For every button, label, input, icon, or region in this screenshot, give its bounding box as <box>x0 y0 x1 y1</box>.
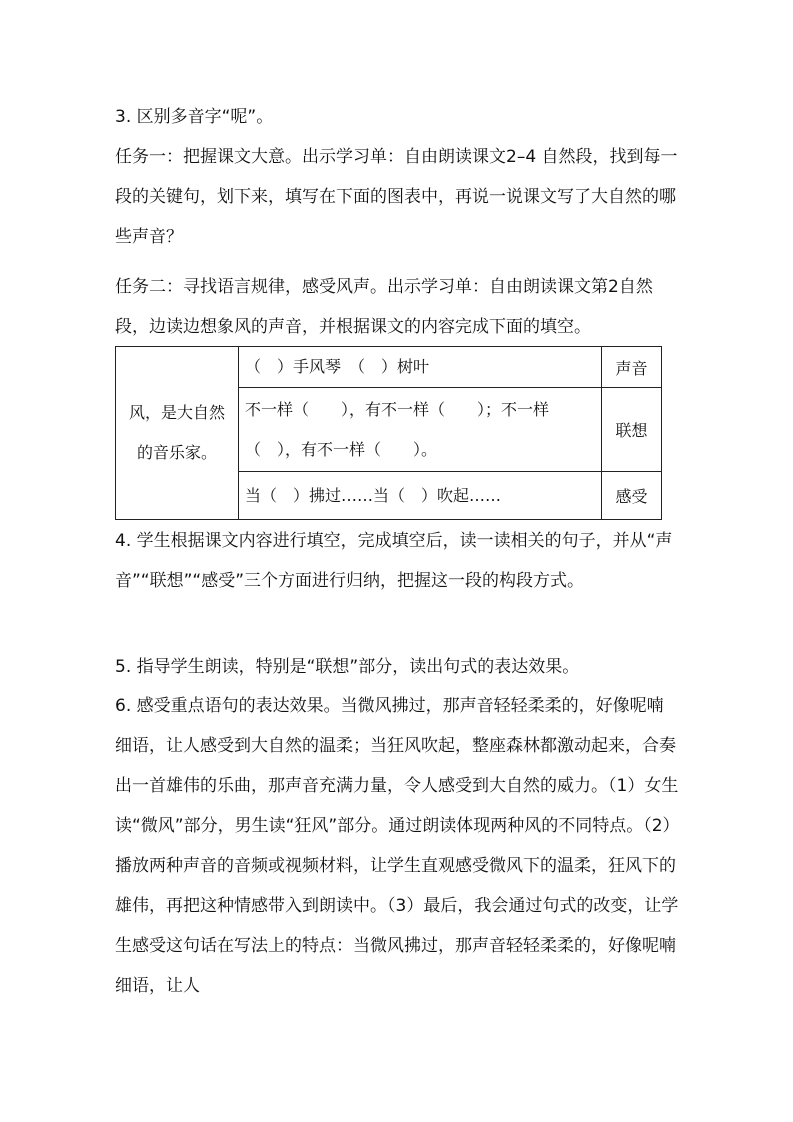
worksheet-label-association: 联想 <box>602 388 662 472</box>
task-one-paragraph: 任务一：把握课文大意。出示学习单：自由朗读课文2–4 自然段，找到每一段的关键句，划下来，填写在下面的图表中，再说一说课文写了大自然的哪些声音？ <box>115 147 678 247</box>
item-3-polyphonic: 3. 区别多音字“呢”。 <box>115 107 274 127</box>
worksheet-label-feeling: 感受 <box>602 472 662 520</box>
worksheet-label-sound: 声音 <box>602 347 662 388</box>
item-6-paragraph: 6. 感受重点语句的表达效果。当微风拂过，那声音轻轻柔柔的，好像呢喃细语，让人感受到大自然的温柔；当狂风吹起，整座森林都激动起来，合奏出一首雄伟的乐曲，那声音充满力量，令人感受到大自然的威力。（1）女生读“微风”部分，男生读“狂风”部分。通过朗读体现两种风的不同特点。（2）播放两种声音的音频或视频材料，让学生直观感受微风下的温柔，狂风下的雄伟，再把这种情感带入到朗读中。（3）最后，我会通过句式的改变，让学生感受这句话在写法上的特点：当微风拂过，那声音轻轻柔柔的，好像呢喃细语，让人 <box>115 696 680 996</box>
task-two-paragraph: 任务二：寻找语言规律，感受风声。出示学习单：自由朗读课文第2自然段，边读边想象风的声音，并根据课文的内容完成下面的填空。 <box>115 277 653 337</box>
worksheet-association-blanks: 不一样（ ），有不一样（ ）；不一样（ ），有不一样（ ）。 <box>239 388 602 472</box>
fill-in-worksheet-table <box>115 346 662 520</box>
worksheet-row-sound <box>116 347 662 388</box>
item-4-paragraph: 4. 学生根据课文内容进行填空，完成填空后，读一读相关的句子，并从“声音”“联想”“感受”三个方面进行归纳，把握这一段的构段方式。 <box>115 531 673 591</box>
item-5-paragraph: 5. 指导学生朗读，特别是“联想”部分，读出句式的表达效果。 <box>115 657 580 677</box>
worksheet-sound-blanks: （ ）手风琴 （ ）树叶 <box>239 347 602 388</box>
worksheet-feeling-blanks: 当（ ）拂过……当（ ）吹起…… <box>239 472 602 520</box>
worksheet-left-cell: 风，是大自然的音乐家。 <box>116 347 239 520</box>
